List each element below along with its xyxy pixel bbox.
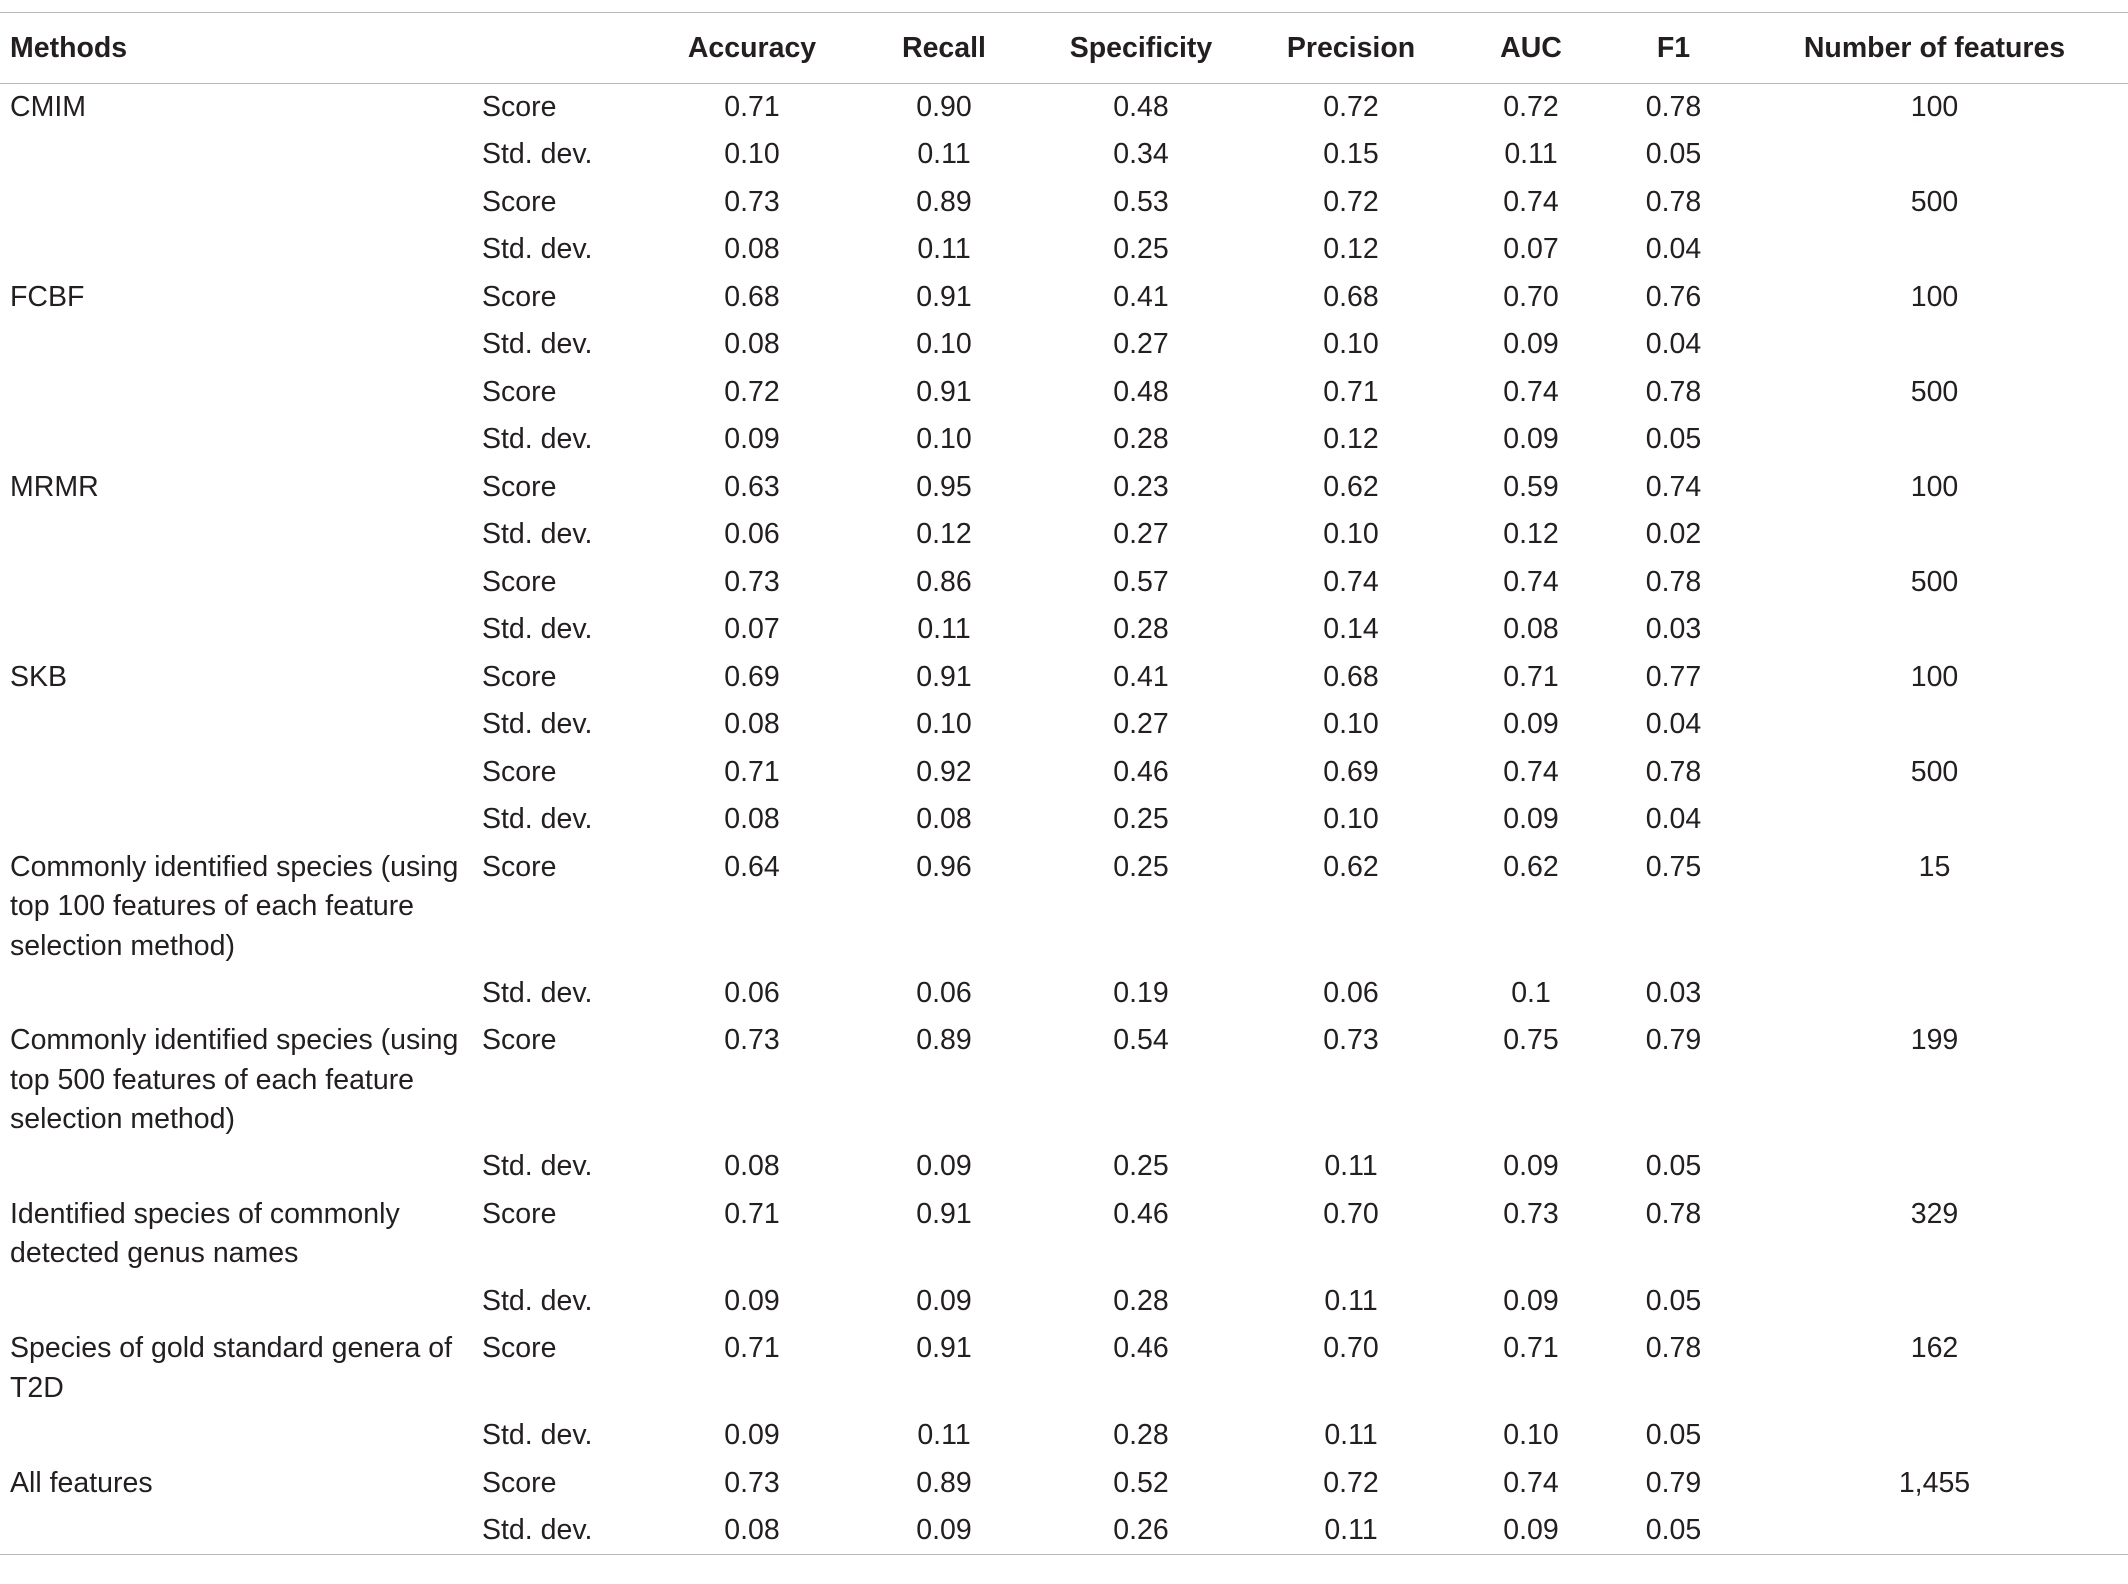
auc-cell: 0.73 <box>1503 1197 1559 1230</box>
stat-type-cell: Std. dev. <box>482 1419 593 1451</box>
accuracy-cell: 0.73 <box>724 185 780 218</box>
f1-cell: 0.05 <box>1645 1419 1702 1451</box>
precision-cell: 0.72 <box>1323 185 1379 218</box>
accuracy-cell: 0.73 <box>724 1466 780 1499</box>
f1-cell: 0.74 <box>1645 470 1702 503</box>
recall-cell: 0.92 <box>916 755 972 788</box>
precision-cell: 0.68 <box>1323 280 1379 313</box>
precision-cell: 0.15 <box>1323 138 1379 170</box>
specificity-cell: 0.41 <box>1113 660 1169 693</box>
recall-cell: 0.89 <box>916 1466 972 1499</box>
accuracy-cell: 0.71 <box>724 1332 780 1364</box>
auc-cell: 0.74 <box>1503 565 1559 598</box>
precision-cell: 0.10 <box>1323 328 1379 360</box>
auc-cell: 0.71 <box>1503 660 1559 693</box>
stat-type-cell: Std. dev. <box>482 138 593 170</box>
recall-cell: 0.95 <box>916 470 972 503</box>
number-of-features-cell: 1,455 <box>1898 1466 1971 1499</box>
table-row <box>0 749 2128 797</box>
specificity-cell: 0.25 <box>1113 1150 1169 1182</box>
table-row <box>0 464 2128 512</box>
recall-cell: 0.11 <box>917 233 971 265</box>
specificity-cell: 0.23 <box>1113 470 1169 503</box>
accuracy-cell: 0.71 <box>724 1197 780 1230</box>
number-of-features-cell <box>1741 511 2128 559</box>
accuracy-cell: 0.08 <box>724 1150 780 1182</box>
number-of-features-cell: 100 <box>1910 280 1959 313</box>
accuracy-cell: 0.07 <box>724 613 780 645</box>
table-row <box>0 1412 2128 1460</box>
table-row <box>0 131 2128 179</box>
header-precision: Precision <box>1286 31 1416 64</box>
recall-cell: 0.10 <box>916 328 972 360</box>
precision-cell: 0.11 <box>1324 1514 1378 1546</box>
table-body <box>0 84 2128 1555</box>
method-cell <box>0 1278 482 1326</box>
accuracy-cell: 0.71 <box>724 91 780 123</box>
number-of-features-cell: 15 <box>1918 850 1951 883</box>
method-cell <box>0 1412 482 1460</box>
method-cell <box>0 970 482 1018</box>
specificity-cell: 0.46 <box>1113 755 1169 788</box>
precision-cell: 0.14 <box>1323 613 1379 645</box>
stat-type-cell: Score <box>482 375 557 408</box>
stat-type-cell: Std. dev. <box>482 976 593 1009</box>
stat-type-cell: Std. dev. <box>482 1284 593 1317</box>
specificity-cell: 0.41 <box>1113 280 1169 313</box>
number-of-features-cell: 500 <box>1910 755 1959 788</box>
accuracy-cell: 0.06 <box>724 518 780 550</box>
auc-cell: 0.09 <box>1503 803 1559 835</box>
table-row <box>0 511 2128 559</box>
recall-cell: 0.09 <box>916 1514 972 1546</box>
recall-cell: 0.12 <box>916 518 972 550</box>
auc-cell: 0.07 <box>1503 233 1559 265</box>
specificity-cell: 0.46 <box>1113 1332 1169 1364</box>
accuracy-cell: 0.10 <box>724 138 780 170</box>
table-row <box>0 1143 2128 1191</box>
f1-cell: 0.05 <box>1645 1150 1702 1182</box>
header-methods: Methods <box>10 31 128 64</box>
precision-cell: 0.12 <box>1323 233 1379 265</box>
recall-cell: 0.91 <box>916 1332 972 1364</box>
method-cell <box>0 131 482 179</box>
method-cell <box>0 511 482 559</box>
precision-cell: 0.06 <box>1323 976 1379 1009</box>
precision-cell: 0.72 <box>1323 1466 1379 1499</box>
f1-cell: 0.78 <box>1645 375 1702 408</box>
specificity-cell: 0.26 <box>1113 1514 1169 1546</box>
stat-type-cell: Score <box>482 755 557 788</box>
precision-cell: 0.10 <box>1323 518 1379 550</box>
accuracy-cell: 0.64 <box>724 850 780 883</box>
accuracy-cell: 0.73 <box>724 1024 780 1056</box>
auc-cell: 0.75 <box>1503 1024 1559 1056</box>
method-cell: CMIM <box>10 91 86 123</box>
recall-cell: 0.89 <box>916 1024 972 1056</box>
precision-cell: 0.62 <box>1323 470 1379 503</box>
table-row <box>0 844 2128 970</box>
method-cell <box>0 321 482 369</box>
f1-cell: 0.75 <box>1645 850 1702 883</box>
precision-cell: 0.69 <box>1323 755 1379 788</box>
auc-cell: 0.09 <box>1503 328 1559 360</box>
stat-type-cell: Std. dev. <box>482 328 593 360</box>
precision-cell: 0.10 <box>1323 803 1379 835</box>
number-of-features-cell <box>1741 606 2128 654</box>
header-accuracy: Accuracy <box>687 31 817 64</box>
method-cell: Commonly identified species (using top 100 features of each feature selection method) <box>10 850 459 962</box>
specificity-cell: 0.28 <box>1113 1284 1169 1317</box>
accuracy-cell: 0.08 <box>724 233 780 265</box>
header-auc: AUC <box>1500 31 1562 64</box>
number-of-features-cell <box>1741 796 2128 844</box>
specificity-cell: 0.27 <box>1113 328 1169 360</box>
method-cell <box>0 749 482 797</box>
precision-cell: 0.62 <box>1323 850 1379 883</box>
stat-type-cell: Score <box>482 91 557 123</box>
auc-cell: 0.70 <box>1503 280 1559 313</box>
accuracy-cell: 0.08 <box>724 328 780 360</box>
table-row <box>0 606 2128 654</box>
f1-cell: 0.05 <box>1645 423 1702 455</box>
f1-cell: 0.02 <box>1645 518 1702 550</box>
number-of-features-cell <box>1741 1143 2128 1191</box>
method-cell: SKB <box>10 660 68 693</box>
method-cell: MRMR <box>10 470 99 503</box>
auc-cell: 0.11 <box>1504 138 1558 170</box>
recall-cell: 0.91 <box>916 375 972 408</box>
auc-cell: 0.12 <box>1503 518 1559 550</box>
auc-cell: 0.72 <box>1503 91 1559 123</box>
specificity-cell: 0.48 <box>1113 91 1169 123</box>
recall-cell: 0.96 <box>916 850 972 883</box>
stat-type-cell: Std. dev. <box>482 708 593 740</box>
table-row <box>0 1325 2128 1412</box>
method-cell <box>0 416 482 464</box>
auc-cell: 0.09 <box>1503 1150 1559 1182</box>
f1-cell: 0.78 <box>1645 185 1702 218</box>
f1-cell: 0.78 <box>1645 1332 1702 1364</box>
number-of-features-cell: 100 <box>1910 91 1959 123</box>
precision-cell: 0.70 <box>1323 1197 1379 1230</box>
f1-cell: 0.04 <box>1645 328 1702 360</box>
precision-cell: 0.73 <box>1323 1024 1379 1056</box>
number-of-features-cell: 162 <box>1910 1332 1959 1364</box>
stat-type-cell: Std. dev. <box>482 803 593 835</box>
precision-cell: 0.71 <box>1323 375 1379 408</box>
stat-type-cell: Std. dev. <box>482 423 593 455</box>
recall-cell: 0.10 <box>916 708 972 740</box>
precision-cell: 0.70 <box>1323 1332 1379 1364</box>
precision-cell: 0.11 <box>1324 1150 1378 1182</box>
f1-cell: 0.03 <box>1645 976 1702 1009</box>
table-row <box>0 416 2128 464</box>
precision-cell: 0.10 <box>1323 708 1379 740</box>
stat-type-cell: Score <box>482 660 557 693</box>
auc-cell: 0.09 <box>1503 1514 1559 1546</box>
f1-cell: 0.78 <box>1645 565 1702 598</box>
auc-cell: 0.74 <box>1503 755 1559 788</box>
number-of-features-cell: 329 <box>1910 1197 1959 1230</box>
accuracy-cell: 0.08 <box>724 708 780 740</box>
recall-cell: 0.06 <box>916 976 972 1009</box>
stat-type-cell: Score <box>482 470 557 503</box>
method-cell <box>0 1143 482 1191</box>
table-row <box>0 1017 2128 1143</box>
recall-cell: 0.09 <box>916 1150 972 1182</box>
table-row <box>0 654 2128 702</box>
specificity-cell: 0.19 <box>1113 976 1169 1009</box>
number-of-features-cell <box>1741 970 2128 1018</box>
number-of-features-cell <box>1741 416 2128 464</box>
stat-type-cell: Score <box>482 1024 557 1056</box>
stat-type-cell: Score <box>482 850 557 883</box>
header-specificity: Specificity <box>1069 31 1213 64</box>
auc-cell: 0.71 <box>1503 1332 1559 1364</box>
table-row <box>0 559 2128 607</box>
recall-cell: 0.86 <box>916 565 972 598</box>
results-table <box>0 12 2128 1555</box>
recall-cell: 0.91 <box>916 280 972 313</box>
f1-cell: 0.04 <box>1645 708 1702 740</box>
auc-cell: 0.74 <box>1503 375 1559 408</box>
number-of-features-cell <box>1741 701 2128 749</box>
precision-cell: 0.12 <box>1323 423 1379 455</box>
number-of-features-cell: 500 <box>1910 565 1959 598</box>
auc-cell: 0.09 <box>1503 708 1559 740</box>
f1-cell: 0.78 <box>1645 1197 1702 1230</box>
f1-cell: 0.78 <box>1645 91 1702 123</box>
method-cell: Species of gold standard genera of T2D <box>10 1332 453 1404</box>
auc-cell: 0.09 <box>1503 423 1559 455</box>
specificity-cell: 0.25 <box>1113 233 1169 265</box>
stat-type-cell: Std. dev. <box>482 233 593 265</box>
method-cell: Identified species of commonly detected genus names <box>10 1197 400 1269</box>
f1-cell: 0.04 <box>1645 803 1702 835</box>
recall-cell: 0.11 <box>917 1419 971 1451</box>
auc-cell: 0.08 <box>1503 613 1559 645</box>
table-row <box>0 970 2128 1018</box>
method-cell: FCBF <box>10 280 85 313</box>
method-cell <box>0 226 482 274</box>
precision-cell: 0.11 <box>1324 1419 1378 1451</box>
f1-cell: 0.04 <box>1645 233 1702 265</box>
table-row <box>0 226 2128 274</box>
f1-cell: 0.03 <box>1645 613 1702 645</box>
number-of-features-cell <box>1741 1278 2128 1326</box>
header-row <box>0 13 2128 84</box>
stat-type-cell: Score <box>482 1332 557 1364</box>
precision-cell: 0.68 <box>1323 660 1379 693</box>
f1-cell: 0.78 <box>1645 755 1702 788</box>
table-row <box>0 1507 2128 1555</box>
header-recall: Recall <box>902 31 986 64</box>
auc-cell: 0.1 <box>1511 976 1551 1009</box>
specificity-cell: 0.54 <box>1113 1024 1169 1056</box>
number-of-features-cell <box>1741 1412 2128 1460</box>
table-row <box>0 1278 2128 1326</box>
specificity-cell: 0.28 <box>1113 423 1169 455</box>
number-of-features-cell <box>1741 131 2128 179</box>
specificity-cell: 0.27 <box>1113 518 1169 550</box>
table-row <box>0 1191 2128 1278</box>
specificity-cell: 0.28 <box>1113 1419 1169 1451</box>
method-cell: Commonly identified species (using top 500 features of each feature selection method) <box>10 1024 459 1135</box>
recall-cell: 0.10 <box>916 423 972 455</box>
accuracy-cell: 0.69 <box>724 660 780 693</box>
precision-cell: 0.72 <box>1323 91 1379 123</box>
precision-cell: 0.11 <box>1324 1284 1378 1317</box>
method-cell <box>0 369 482 417</box>
auc-cell: 0.62 <box>1503 850 1559 883</box>
method-cell <box>0 559 482 607</box>
specificity-cell: 0.53 <box>1113 185 1169 218</box>
f1-cell: 0.76 <box>1645 280 1702 313</box>
number-of-features-cell <box>1741 321 2128 369</box>
f1-cell: 0.79 <box>1645 1466 1702 1499</box>
f1-cell: 0.05 <box>1645 138 1702 170</box>
method-cell <box>0 701 482 749</box>
table-row <box>0 321 2128 369</box>
f1-cell: 0.05 <box>1645 1284 1702 1317</box>
header-f1: F1 <box>1656 31 1691 64</box>
auc-cell: 0.74 <box>1503 185 1559 218</box>
f1-cell: 0.79 <box>1645 1024 1702 1056</box>
stat-type-cell: Std. dev. <box>482 1514 593 1546</box>
table-row <box>0 274 2128 322</box>
stat-type-cell: Score <box>482 565 557 598</box>
number-of-features-cell: 199 <box>1910 1024 1959 1056</box>
table-row <box>0 84 2128 132</box>
recall-cell: 0.08 <box>916 803 972 835</box>
table-row <box>0 701 2128 749</box>
accuracy-cell: 0.09 <box>724 423 780 455</box>
accuracy-cell: 0.06 <box>724 976 780 1009</box>
specificity-cell: 0.46 <box>1113 1197 1169 1230</box>
stat-type-cell: Std. dev. <box>482 1150 593 1182</box>
number-of-features-cell: 100 <box>1910 660 1959 693</box>
accuracy-cell: 0.68 <box>724 280 780 313</box>
stat-type-cell: Std. dev. <box>482 518 593 550</box>
auc-cell: 0.10 <box>1503 1419 1559 1451</box>
auc-cell: 0.09 <box>1503 1284 1559 1317</box>
specificity-cell: 0.25 <box>1113 803 1169 835</box>
f1-cell: 0.05 <box>1645 1514 1702 1546</box>
accuracy-cell: 0.09 <box>724 1419 780 1451</box>
table-row <box>0 796 2128 844</box>
recall-cell: 0.11 <box>917 138 971 170</box>
specificity-cell: 0.27 <box>1113 708 1169 740</box>
specificity-cell: 0.25 <box>1113 850 1169 883</box>
header-stat <box>482 13 652 84</box>
stat-type-cell: Score <box>482 185 557 218</box>
f1-cell: 0.77 <box>1645 660 1702 693</box>
auc-cell: 0.74 <box>1503 1466 1559 1499</box>
stat-type-cell: Std. dev. <box>482 613 593 645</box>
accuracy-cell: 0.71 <box>724 755 780 788</box>
stat-type-cell: Score <box>482 1466 557 1499</box>
number-of-features-cell: 100 <box>1910 470 1959 503</box>
recall-cell: 0.91 <box>916 660 972 693</box>
precision-cell: 0.74 <box>1323 565 1379 598</box>
method-cell <box>0 796 482 844</box>
accuracy-cell: 0.08 <box>724 1514 780 1546</box>
method-cell <box>0 606 482 654</box>
recall-cell: 0.11 <box>917 613 971 645</box>
accuracy-cell: 0.09 <box>724 1284 780 1317</box>
recall-cell: 0.89 <box>916 185 972 218</box>
table-row <box>0 1460 2128 1508</box>
stat-type-cell: Score <box>482 1197 557 1230</box>
header-number-of-features: Number of features <box>1803 31 2066 64</box>
specificity-cell: 0.57 <box>1113 565 1169 598</box>
method-cell <box>0 1507 482 1555</box>
recall-cell: 0.09 <box>916 1284 972 1317</box>
specificity-cell: 0.48 <box>1113 375 1169 408</box>
table-row <box>0 369 2128 417</box>
specificity-cell: 0.34 <box>1113 138 1169 170</box>
recall-cell: 0.91 <box>916 1197 972 1230</box>
auc-cell: 0.59 <box>1503 470 1559 503</box>
number-of-features-cell <box>1741 1507 2128 1555</box>
accuracy-cell: 0.08 <box>724 803 780 835</box>
accuracy-cell: 0.63 <box>724 470 780 503</box>
table-row <box>0 179 2128 227</box>
recall-cell: 0.90 <box>916 91 972 123</box>
method-cell: All features <box>10 1466 153 1499</box>
number-of-features-cell <box>1741 226 2128 274</box>
specificity-cell: 0.28 <box>1113 613 1169 645</box>
accuracy-cell: 0.73 <box>724 565 780 598</box>
accuracy-cell: 0.72 <box>724 375 780 408</box>
number-of-features-cell: 500 <box>1910 375 1959 408</box>
stat-type-cell: Score <box>482 280 557 313</box>
method-cell <box>0 179 482 227</box>
number-of-features-cell: 500 <box>1910 185 1959 218</box>
specificity-cell: 0.52 <box>1113 1466 1169 1499</box>
